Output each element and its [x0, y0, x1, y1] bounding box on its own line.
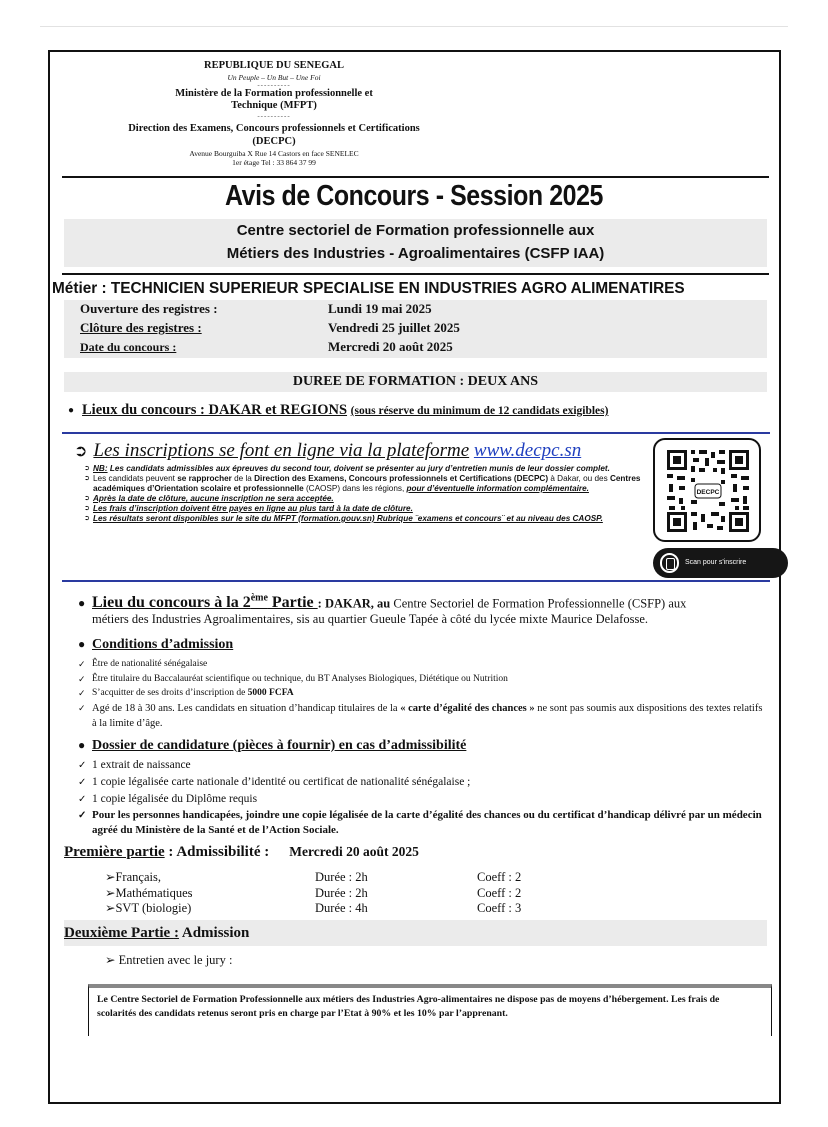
conditions-list	[78, 657, 768, 731]
check-icon: ✓	[78, 702, 86, 713]
footer-note: Le Centre Sectoriel de Formation Professionnelle aux métiers des Industries Agro-alimentaires ne dispose pas de moyens d’hébergement. Les frais de scolarités des candidats retenus seront pris en charge par l’Etat à 90% et les 10% par l’apprenant.	[97, 994, 720, 1019]
lieux-concours	[68, 402, 780, 419]
dossier-text: 1 extrait de naissance	[92, 759, 191, 771]
subject-duree: Durée : 2h	[315, 870, 368, 884]
nb-label: NB:	[93, 464, 108, 473]
title-superscript: ème	[250, 593, 268, 604]
note-text-emphasis: Les frais d’inscription doivent être payes en ligne au plus tard à la date de clôture.	[93, 504, 413, 513]
arrow-right-icon: ➲	[74, 443, 88, 460]
inscriptions-title	[74, 440, 581, 462]
arrowhead-icon: ➢	[105, 953, 119, 967]
decpc-link[interactable]: www.decpc.sn	[473, 440, 582, 461]
list-item	[78, 657, 768, 672]
registre-label: Date du concours :	[80, 340, 177, 354]
condition-card: « carte d’égalité des chances »	[400, 702, 535, 714]
list-item	[78, 672, 768, 687]
conditions-heading	[78, 635, 233, 653]
list-item	[78, 774, 768, 791]
scan-label: Scan pour s'inscrire	[685, 559, 747, 566]
direction-name: Direction des Examens, Concours professionnels et Certifications (DECPC)	[128, 123, 420, 147]
note-cloture	[84, 494, 654, 504]
subject-row	[105, 886, 521, 902]
list-item	[78, 757, 768, 774]
note-text: à Dakar, ou des	[548, 474, 610, 483]
arrow-right-icon: ➲	[84, 505, 90, 512]
registre-row-cloture	[80, 320, 460, 336]
note-text-bold: se rapprocher	[177, 474, 232, 483]
inscriptions-top-rule	[62, 432, 770, 434]
note-contact	[84, 474, 654, 494]
qr-code-frame[interactable]	[653, 438, 761, 542]
arrowhead-icon: ➢	[105, 901, 116, 915]
lieux-note: (sous réserve du minimum de 12 candidats exigibles)	[350, 405, 609, 417]
registre-label: Clôture des registres :	[80, 320, 202, 335]
dossier-title: Dossier de candidature (pièces à fournir) en cas d’admissibilité	[92, 738, 467, 753]
top-divider	[40, 26, 788, 27]
subject-duree: Durée : 2h	[315, 885, 368, 900]
subject-duree: Durée : 4h	[315, 901, 368, 915]
centre-name-line-2: Métiers des Industries - Agroalimentaires (CSFP IAA)	[226, 245, 605, 262]
check-icon: ✓	[78, 688, 86, 698]
note-text-bold: Centres académiques d’Orientation scolaire et professionnelle	[93, 474, 641, 493]
inscriptions-bottom-rule	[62, 580, 770, 582]
check-icon: ✓	[78, 760, 87, 771]
entretien-text: Entretien avec le jury :	[118, 953, 233, 967]
deuxieme-partie-colon: :	[173, 925, 179, 941]
note-text-emphasis: Après la date de clôture, aucune inscription ne sera acceptée.	[93, 494, 334, 503]
subject-name	[105, 886, 315, 902]
premiere-partie-heading	[64, 844, 419, 861]
condition-text: Agé de 18 à 30 ans. Les candidats en situation d’handicap titulaires de la	[92, 702, 401, 714]
note-text: de la	[231, 474, 255, 483]
subject-coeff: Coeff : 2	[477, 885, 522, 900]
title-part: Lieu du concours à la 2	[92, 594, 251, 612]
lieu-partie-2-line-1	[78, 591, 768, 611]
subject-coeff: Coeff : 3	[477, 901, 522, 915]
check-icon: ✓	[78, 673, 86, 684]
note-nb	[84, 464, 654, 474]
inscriptions-title-text: Les inscriptions se font en ligne via la plateforme	[93, 440, 470, 461]
lieu-partie-2-text: Centre Sectoriel de Formation Professionnelle (CSFP) aux	[390, 596, 687, 611]
deuxieme-partie-label: Deuxième Partie	[64, 925, 174, 941]
header-separator: ----------	[257, 80, 291, 89]
title-part: Partie	[267, 594, 318, 612]
check-icon: ✓	[78, 777, 87, 788]
registre-value: Vendredi 25 juillet 2025	[328, 320, 460, 335]
header-separator-2: ----------	[257, 112, 291, 121]
list-item	[78, 701, 768, 731]
list-item	[78, 791, 768, 808]
lieu-partie-2	[78, 591, 768, 627]
bullet-icon: ●	[78, 596, 86, 611]
premiere-partie-suffix: : Admissibilité :	[164, 844, 270, 860]
deuxieme-partie-heading	[64, 920, 767, 946]
title-colon: :	[317, 596, 322, 611]
check-icon: ✓	[78, 659, 86, 669]
arrow-right-icon: ➲	[84, 515, 90, 522]
dossier-text: 1 copie légalisée du Diplôme requis	[92, 793, 258, 805]
subject-name-text: Mathématiques	[115, 885, 193, 900]
centre-name-box	[64, 219, 767, 267]
bullet-icon: ●	[68, 405, 75, 417]
condition-text: ne sont pas soumis aux dispositions des textes relatifs à la limite d’âge.	[92, 702, 763, 729]
dossier-text: Pour les personnes handicapées, joindre une copie légalisée de la carte d’égalité des chances ou du certificat d’handicap délivré par un médecin agréé du Ministère de la Santé et de l’Action Sociale.	[92, 809, 762, 836]
inscriptions-notes	[84, 464, 654, 524]
premiere-partie-date: Mercredi 20 août 2025	[289, 844, 419, 859]
ministry-name: Ministère de la Formation professionnelle et Technique (MFPT)	[175, 87, 373, 112]
subject-name-text: Français,	[115, 870, 161, 884]
registre-label: Ouverture des registres :	[80, 301, 218, 316]
note-text-emphasis: Les résultats seront disponibles sur le site du MFPT (formation.gouv.sn) Rubrique ¨examens et concours¨ et au niveau des CAOSP.	[93, 514, 603, 523]
check-icon: ✓	[78, 810, 87, 821]
dossier-heading	[78, 736, 466, 754]
note-text: Les candidats peuvent	[93, 474, 178, 483]
condition-text: S’acquitter de ses droits d’inscription de	[92, 688, 248, 698]
note-resultats	[84, 514, 654, 524]
list-item	[78, 808, 768, 838]
dossier-list	[78, 757, 768, 838]
condition-text: Être titulaire du Baccalauréat scientifique ou technique, du BT Analyses Biologiques, Diététique ou Nutrition	[92, 673, 508, 684]
address-line-1: Avenue Bourguiba X Rue 14 Castors en face SENELEC	[189, 148, 359, 158]
subject-row	[105, 901, 521, 917]
note-text-emphasis: pour d’éventuelle information complémentaire.	[406, 484, 589, 493]
document-page	[48, 50, 781, 1104]
dossier-text: 1 copie légalisée carte nationale d’identité ou certificat de nationalité sénégalaise ;	[92, 776, 471, 788]
nb-text: Les candidats admissibles aux épreuves du second tour, doivent se présenter au jury d’entretien munis de leur dossier complet.	[107, 464, 610, 473]
list-item	[78, 686, 768, 701]
arrow-right-icon: ➲	[84, 475, 90, 482]
lieu-partie-2-line-2: métiers des Industries Agroalimentaires, sis au quartier Gueule Tapée à côté du lycée mixte Maurice Delafosse.	[92, 612, 648, 627]
bullet-icon: ●	[78, 738, 86, 752]
conditions-title: Conditions d’admission	[92, 637, 234, 652]
metier-rule	[62, 273, 769, 275]
subject-row	[105, 870, 521, 886]
metier-title: Métier : TECHNICIEN SUPERIEUR SPECIALISE EN INDUSTRIES AGRO ALIMENATIRES	[52, 280, 685, 297]
national-motto: Un Peuple – Un But – Une Foi	[227, 72, 321, 82]
registre-row-ouverture	[80, 301, 432, 317]
registre-value: Mercredi 20 août 2025	[328, 339, 453, 354]
footer-note-box	[88, 984, 772, 1036]
page-title: Avis de Concours - Session 2025	[224, 180, 603, 212]
premiere-partie-label: Première partie	[64, 844, 165, 860]
subject-name	[105, 901, 315, 917]
letterhead	[114, 60, 434, 167]
deuxieme-partie-suffix: Admission	[178, 925, 250, 941]
registres-box	[64, 300, 767, 358]
bullet-icon: ●	[78, 637, 86, 651]
subject-name-text: SVT (biologie)	[115, 901, 192, 915]
arrowhead-icon: ➢	[105, 870, 116, 884]
qr-center-label: DECPC	[696, 489, 720, 496]
note-text-bold: Direction des Examens, Concours professionnels et Certifications (DECPC)	[254, 474, 549, 483]
lieu-partie-2-city: DAKAR, au	[321, 596, 391, 611]
note-text: (CAOSP) dans les régions,	[303, 484, 407, 493]
arrowhead-icon: ➢	[105, 885, 116, 900]
subject-name	[105, 870, 315, 886]
lieux-main: Lieux du concours : DAKAR et REGIONS	[82, 402, 348, 418]
centre-name-line-1: Centre sectoriel de Formation professionnelle aux	[236, 222, 595, 239]
subject-coeff: Coeff : 2	[477, 870, 522, 884]
scan-button[interactable]	[653, 548, 788, 578]
title-rule	[62, 176, 769, 178]
note-frais	[84, 504, 654, 514]
registre-row-concours	[80, 339, 453, 355]
registre-value: Lundi 19 mai 2025	[328, 301, 432, 316]
condition-text: Être de nationalité sénégalaise	[92, 659, 208, 669]
subjects-list	[105, 870, 521, 917]
lieu-partie-2-title	[92, 594, 318, 611]
address-line-2: 1er étage Tel : 33 864 37 99	[232, 157, 316, 167]
entretien-item	[105, 952, 232, 968]
qr-code-icon	[665, 448, 751, 534]
republic-name: REPUBLIQUE DU SENEGAL	[203, 60, 345, 71]
duree-formation: DUREE DE FORMATION : DEUX ANS	[64, 372, 767, 392]
phone-icon	[660, 553, 679, 573]
arrow-right-icon: ➲	[84, 465, 90, 472]
check-icon: ✓	[78, 794, 87, 805]
arrow-right-icon: ➲	[84, 495, 90, 502]
condition-fee: 5000 FCFA	[247, 688, 294, 698]
